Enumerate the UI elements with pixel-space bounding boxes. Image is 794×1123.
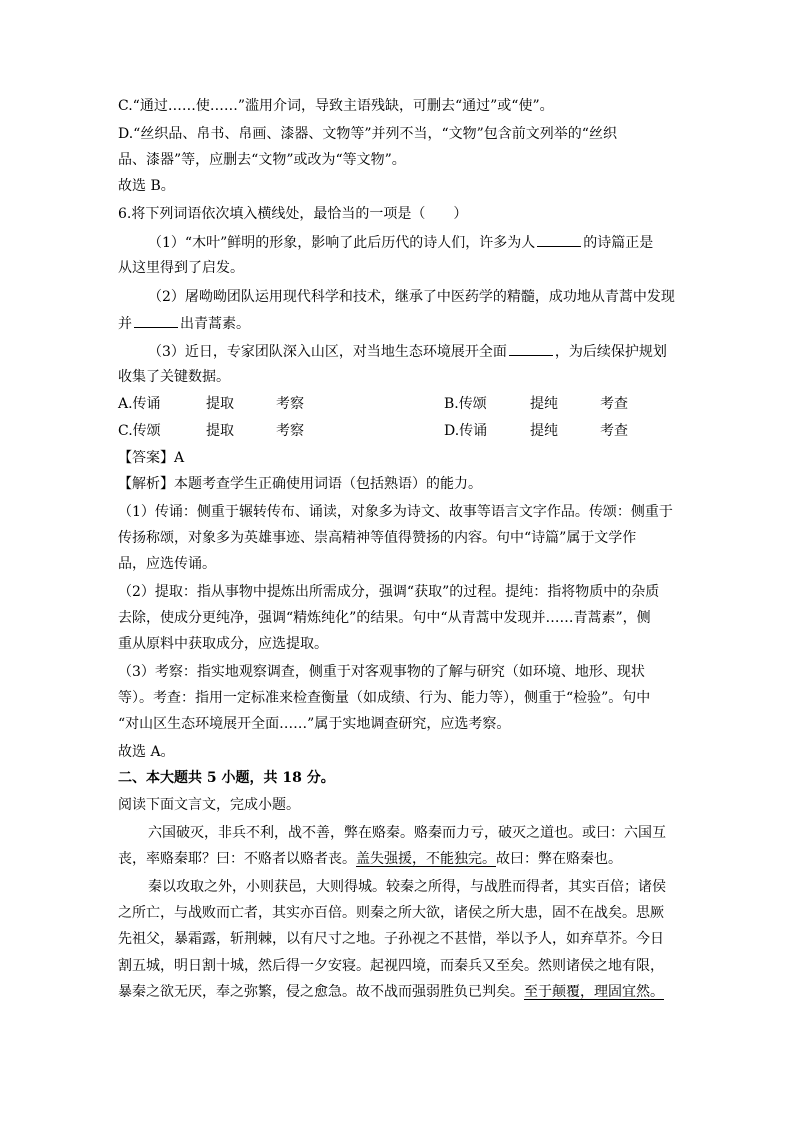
q6-options-row2 xyxy=(118,421,670,441)
underlined-sentence-1: 盖失强援，不能独完。 xyxy=(356,851,496,867)
q6-sentence3-line1 xyxy=(148,341,667,361)
section2-title: 二、本大题共 5 小题，共 18 分。 xyxy=(118,770,335,786)
q6-s2-text-c: 出青蒿素。 xyxy=(180,316,250,332)
fill-blank-3 xyxy=(509,341,553,356)
q6-explain2-line2: 去除，使成分更纯净，强调“精炼纯化”的结果。句中“从青蒿中发现并……青蒿素”，侧 xyxy=(118,610,651,626)
q6-s1-text-b: 的诗篇正是 xyxy=(583,235,654,251)
passage-p2-line4: 割五城，明日割十城，然后得一夕安寝。起视四境，而秦兵又至矣。然则诸侯之地有限， xyxy=(118,958,664,974)
passage-p2-line2: 之所亡，与战败而亡者，其实亦百倍。则秦之所大欲，诸侯之所大患，固不在战矣。思厥 xyxy=(118,905,664,921)
q6-s1-text-a: （1）“木叶”鲜明的形象，影响了此后历代的诗人们，许多为人 xyxy=(148,235,536,251)
option-c-word2: 提取 xyxy=(206,423,234,439)
passage-p1-text-post: 故曰：弊在赂秦也。 xyxy=(496,851,622,867)
fill-blank-1 xyxy=(537,232,581,247)
option-d-label: D.传诵 xyxy=(444,423,488,439)
q6-s3-text-b: ，为后续保护规划 xyxy=(554,344,667,360)
q6-s2-text-b: 并 xyxy=(118,316,132,332)
q6-sentence1-line2: 从这里得到了启发。 xyxy=(118,260,244,276)
passage-p2-text-pre: 暴秦之欲无厌，奉之弥繁，侵之愈急。故不战而强弱胜负已判矣。 xyxy=(118,984,524,1000)
q6-explain1-line3: 品，应选传诵。 xyxy=(118,556,216,572)
q5-option-d-analysis-line2: 品、漆器”等，应删去“文物”或改为“等文物”。 xyxy=(118,152,406,168)
passage-p1-text-pre: 丧，率赂秦耶？曰：不赂者以赂者丧。 xyxy=(118,851,356,867)
q6-explain1-line1: （1）传诵：侧重于辗转传布、诵读，对象多为诗文、故事等语言文字作品。传颂：侧重于 xyxy=(118,504,673,520)
passage-p1-line2 xyxy=(118,849,622,869)
q6-sentence2-line1: （2）屠呦呦团队运用现代科学和技术，继承了中医药学的精髓，成功地从青蒿中发现 xyxy=(148,289,675,305)
option-d-word2: 提纯 xyxy=(530,423,558,439)
option-a-word3: 考察 xyxy=(276,396,304,412)
option-c-word3: 考察 xyxy=(276,423,304,439)
q6-explain2-line3: 重从原料中获取成分，应选提取。 xyxy=(118,636,328,652)
q6-s3-text-a: （3）近日，专家团队深入山区，对当地生态环境展开全面 xyxy=(148,344,507,360)
option-a-label: A.传诵 xyxy=(118,396,161,412)
option-b-word2: 提纯 xyxy=(530,396,558,412)
section2-intro: 阅读下面文言文，完成小题。 xyxy=(118,797,300,813)
q6-options-row1 xyxy=(118,394,670,414)
q6-explain3-line3: “对山区生态环境展开全面……”属于实地调查研究，应选考察。 xyxy=(118,716,511,732)
q6-explain3-line2: 等）。考查：指用一定标准来检查衡量（如成绩、行为、能力等），侧重于“检验”。句中 xyxy=(118,690,651,706)
option-d-word3: 考查 xyxy=(600,423,628,439)
q5-answer: 故选 B。 xyxy=(118,178,175,194)
passage-p1-line1: 六国破灭，非兵不利，战不善，弊在赂秦。赂秦而力亏，破灭之道也。或曰：六国互 xyxy=(148,825,666,841)
q6-stem: 6.将下列词语依次填入横线处，最恰当的一项是（ ） xyxy=(118,206,468,222)
q6-sentence2-line2 xyxy=(118,313,250,333)
option-c-label: C.传颂 xyxy=(118,423,161,439)
passage-p2-line5 xyxy=(118,982,664,1002)
option-b-word3: 考查 xyxy=(600,396,628,412)
passage-p2-line1: 秦以攻取之外，小则获邑，大则得城。较秦之所得，与战胜而得者，其实百倍；诸侯 xyxy=(148,879,666,895)
option-a-word2: 提取 xyxy=(206,396,234,412)
q6-explain2-line1: （2）提取：指从事物中提炼出所需成分，强调“获取”的过程。提纯：指将物质中的杂质 xyxy=(118,584,660,600)
q6-explain1-line2: 传扬称颂，对象多为英雄事迹、崇高精神等值得赞扬的内容。句中“诗篇”属于文学作 xyxy=(118,530,637,546)
fill-blank-2 xyxy=(134,313,178,328)
q5-option-c-analysis: C.“通过……使……”滥用介词，导致主语残缺，可删去“通过”或“使”。 xyxy=(118,98,554,114)
underlined-sentence-2: 至于颠覆，理固宜然。 xyxy=(524,984,664,1000)
q6-answer: 【答案】A xyxy=(118,450,185,466)
q6-explain3-line1: （3）考察：指实地观察调查，侧重于对客观事物的了解与研究（如环境、地形、现状 xyxy=(118,664,645,680)
option-b-label: B.传颂 xyxy=(444,396,487,412)
q6-analysis-title: 【解析】本题考查学生正确使用词语（包括熟语）的能力。 xyxy=(118,476,482,492)
q6-sentence1-line1 xyxy=(148,232,653,252)
q6-final-answer: 故选 A。 xyxy=(118,744,175,760)
q6-sentence3-line2: 收集了关键数据。 xyxy=(118,369,230,385)
q5-option-d-analysis-line1: D.“丝织品、帛书、帛画、漆器、文物等”并列不当，“文物”包含前文列举的“丝织 xyxy=(118,126,617,142)
passage-p2-line3: 先祖父，暴霜露，斩荆棘，以有尺寸之地。子孙视之不甚惜，举以予人，如弃草芥。今日 xyxy=(118,931,664,947)
